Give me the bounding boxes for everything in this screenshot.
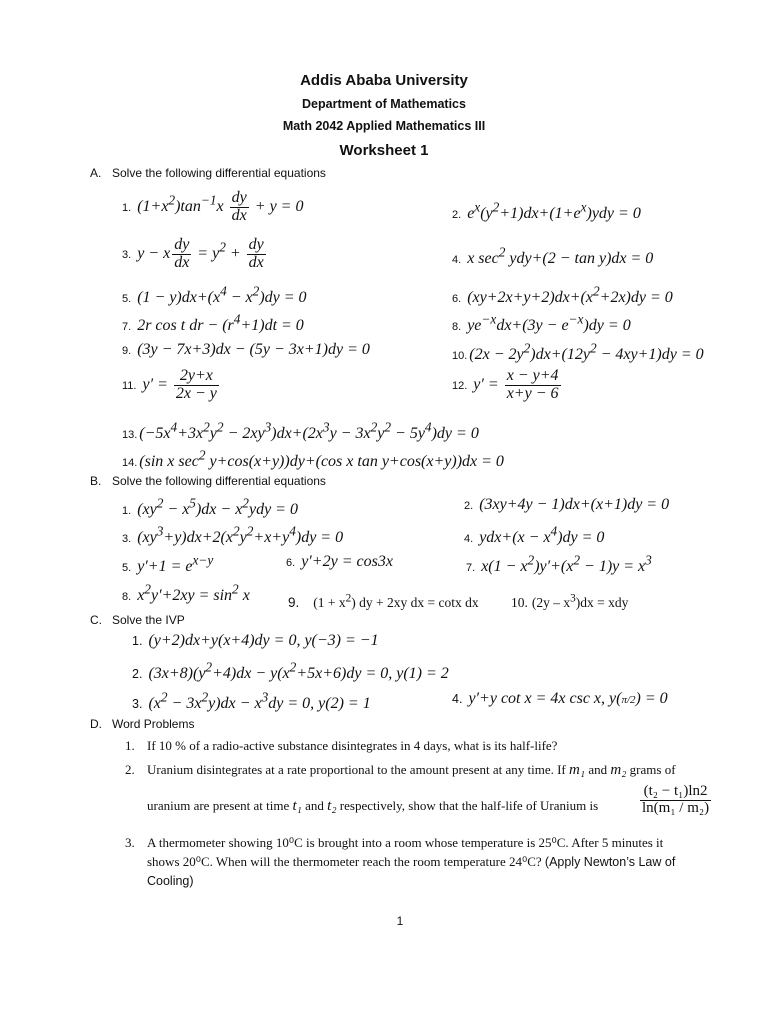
- problem-number: 6.: [452, 293, 462, 306]
- problem-b5: [122, 553, 213, 576]
- equation: (y+2)dx+y(x+4)dy = 0, y(−3) = −1: [148, 632, 379, 649]
- problem-number: 5.: [122, 293, 132, 306]
- equation: y − x $\frac{dy}{dx}$ = $y^2$ + $\frac{dy}{dx}$: [137, 236, 264, 271]
- section-title: Word Problems: [112, 717, 195, 731]
- equation: $y'+1 = e^{x-y}$: [137, 553, 214, 576]
- equation: y′ = $\frac{x - y+4}{x+y - 6}$: [473, 367, 559, 402]
- problem-b6: [286, 553, 393, 571]
- problem-number: 4.: [452, 692, 463, 706]
- problem-number: 3.: [132, 697, 143, 712]
- equation: y′+y cot x = 4x csc x, y(π/2) = 0: [468, 690, 668, 707]
- problem-a13: [122, 420, 479, 443]
- problem-b3: [122, 524, 343, 547]
- equation: (sin x $\sec^2 y+\cos(x+y))dy+(\cos$ x tan y+cos(x+y))dx = 0: [139, 448, 504, 471]
- problem-text: respectively, show that the half-life of Uranium is: [339, 798, 599, 813]
- word-problem-2-line-1: [125, 762, 676, 779]
- section-a-heading: [90, 166, 326, 180]
- problem-number: 10.: [452, 350, 468, 363]
- section-letter: C.: [90, 613, 102, 627]
- formula-denominator: ln(m₁ / m₂): [642, 799, 710, 816]
- equation: (3y − 7x+3)dx − (5y − 3x+1)dy = 0: [137, 341, 370, 358]
- problem-number: 8.: [452, 321, 462, 334]
- problem-text: Uranium disintegrates at a rate proportional to the amount present at any time. If: [147, 762, 566, 777]
- problem-number: 9.: [122, 345, 132, 357]
- worksheet-title: Worksheet 1: [339, 142, 429, 159]
- problem-text: uranium are present at time: [147, 798, 290, 813]
- problem-text: shows 20⁰C. When will the thermometer reach the room temperature 24⁰C?: [147, 854, 545, 869]
- equation: $(1+x^2)\tan^{-1}x$ $\frac{dy}{dx}$ + y = 0: [137, 189, 304, 224]
- problem-a8: [452, 312, 631, 335]
- problem-number: 1.: [122, 505, 132, 518]
- problem-number: 1.: [122, 201, 132, 214]
- course-title: Math 2042 Applied Mathematics III: [282, 119, 486, 133]
- word-problem-3-line-1: [125, 835, 663, 851]
- equation: $ydx+(x - x^4)dy = 0$: [479, 524, 605, 547]
- problem-number: 1.: [132, 634, 143, 648]
- problem-number: 7.: [466, 562, 476, 575]
- equation: x $\sec^2 ydy+(2 - \tan y)dx = 0$: [467, 245, 654, 268]
- problem-a7: [122, 312, 304, 335]
- problem-text: and: [305, 798, 324, 813]
- problem-number: 2.: [132, 667, 143, 682]
- problem-a9: [122, 341, 370, 359]
- problem-number: 3.: [122, 248, 132, 261]
- equation: $(x^2 - 3x^2y)dx - x^3dy = 0$, y(2) = 1: [148, 690, 371, 713]
- half-life-formula: [638, 784, 713, 817]
- problem-c4: [452, 690, 668, 708]
- problem-a1: [122, 190, 303, 225]
- equation: $x(1 - x^2)y'+(x^2 - 1)y = x^3$: [481, 553, 652, 576]
- problem-number: 4.: [464, 533, 474, 546]
- problem-number: 2.: [452, 209, 462, 222]
- section-c-heading: [90, 613, 185, 627]
- word-problem-2-line-2: [147, 798, 598, 815]
- variable-m1: m₁: [569, 762, 586, 778]
- problem-text: (Apply Newton’s Law of: [544, 855, 676, 869]
- problem-c2: [132, 660, 449, 683]
- section-letter: A.: [90, 166, 102, 180]
- variable-t1: t₁: [292, 798, 302, 814]
- problem-b10: 10. $(2y - x^3)dx$ = xdy: [511, 592, 629, 610]
- department-name: Department of Mathematics: [302, 97, 466, 111]
- problem-b4: [464, 524, 604, 547]
- problem-number: 14.: [122, 457, 138, 470]
- problem-b9: 9. $(1 + x^2)$ dy + 2xy dx = cotx dx: [288, 592, 479, 610]
- problem-number: 9.: [288, 594, 300, 610]
- problem-text: If 10 % of a radio-active substance disintegrates in 4 days, what is its half-life?: [147, 738, 558, 753]
- problem-a10: [452, 341, 704, 364]
- problem-b1: [122, 496, 298, 519]
- formula-numerator: (t₂ − t₁)ln2: [640, 784, 711, 801]
- section-letter: B.: [90, 474, 102, 488]
- problem-text: grams of: [629, 762, 676, 777]
- section-d-heading: [90, 717, 194, 731]
- equation: $(xy+2x+y+2)dx+(x^2+2x)dy = 0$: [467, 284, 673, 307]
- equation: $e^x(y^2+1)dx+(1+e^x)ydy = 0$: [467, 200, 641, 223]
- problem-b2: [464, 496, 669, 514]
- university-name: Addis Ababa University: [300, 72, 468, 89]
- problem-a12: [452, 368, 563, 403]
- problem-a3: [122, 237, 268, 272]
- word-problem-3-line-2: [147, 854, 675, 870]
- problem-number: 3.: [122, 533, 132, 546]
- problem-number: 13.: [122, 429, 138, 442]
- problem-a4: [452, 245, 653, 268]
- problem-a6: [452, 284, 673, 307]
- variable-m2: m₂: [610, 762, 627, 778]
- equation: y′+2y = cos3x: [301, 553, 393, 570]
- problem-c3: [132, 690, 371, 713]
- equation: $(2x - 2y^2)dx+(12y^2 - 4xy+1)dy = 0$: [469, 341, 704, 364]
- equation: $x^2y'+2xy = \sin^2 x$: [137, 582, 250, 605]
- problem-number: 2.: [125, 762, 135, 777]
- equation: y′ = $\frac{2y+x}{2x - y}$: [142, 367, 217, 402]
- equation: $(3x+8)(y^2+4)dx - y(x^2+5x+6)dy = 0$, y(1) = 2: [148, 660, 449, 683]
- equation: (3xy+4y − 1)dx+(x+1)dy = 0: [479, 496, 670, 513]
- problem-number: 2.: [464, 500, 474, 512]
- problem-a2: [452, 200, 641, 223]
- problem-number: 6.: [286, 557, 296, 569]
- problem-text: A thermometer showing 10⁰C is brought into a room whose temperature is 25⁰C. After 5 minutes it: [147, 835, 664, 850]
- section-letter: D.: [90, 717, 102, 731]
- problem-number: 1.: [125, 738, 135, 753]
- page-number: 1: [396, 914, 404, 928]
- equation: $(1 - y)dx+(x^4 - x^2)dy = 0$: [137, 284, 307, 307]
- equation: $ye^{-x}dx+(3y - e^{-x})dy = 0$: [467, 312, 631, 335]
- problem-number: 4.: [452, 254, 462, 267]
- section-b-heading: [90, 474, 326, 488]
- problem-number: 8.: [122, 591, 132, 604]
- problem-number: 12.: [452, 379, 468, 392]
- problem-a11: [122, 368, 221, 403]
- equation: $(xy^2 - x^5)dx - x^2ydy = 0$: [137, 496, 298, 519]
- section-title: Solve the following differential equations: [112, 474, 326, 488]
- equation: $(-5x^4+3x^2y^2 - 2xy^3)dx+(2x^3y - 3x^2y^2 - 5y^4)dy = 0$: [139, 420, 479, 443]
- problem-a14: [122, 448, 504, 471]
- section-title: Solve the following differential equations: [112, 166, 326, 180]
- equation: 2r cos t dr − $(r^4+1)dt = 0$: [137, 312, 304, 335]
- problem-a5: [122, 284, 307, 307]
- problem-number: 7.: [122, 321, 132, 334]
- problem-text: Cooling): [147, 874, 194, 888]
- problem-number: 3.: [125, 835, 135, 850]
- problem-c1: [132, 632, 379, 650]
- problem-number: 5.: [122, 562, 132, 575]
- word-problem-1: [125, 738, 557, 754]
- problem-b8: [122, 582, 250, 605]
- section-title: Solve the IVP: [112, 613, 185, 627]
- equation: $(xy^3+y)dx+2(x^2y^2+x+y^4)dy = 0$: [137, 524, 344, 547]
- variable-t2: t₂: [327, 798, 337, 814]
- problem-b7: [466, 553, 652, 576]
- problem-text: and: [588, 762, 608, 777]
- word-problem-3-line-3: [147, 873, 194, 889]
- problem-number: 10.: [511, 594, 528, 610]
- problem-number: 11.: [122, 379, 137, 392]
